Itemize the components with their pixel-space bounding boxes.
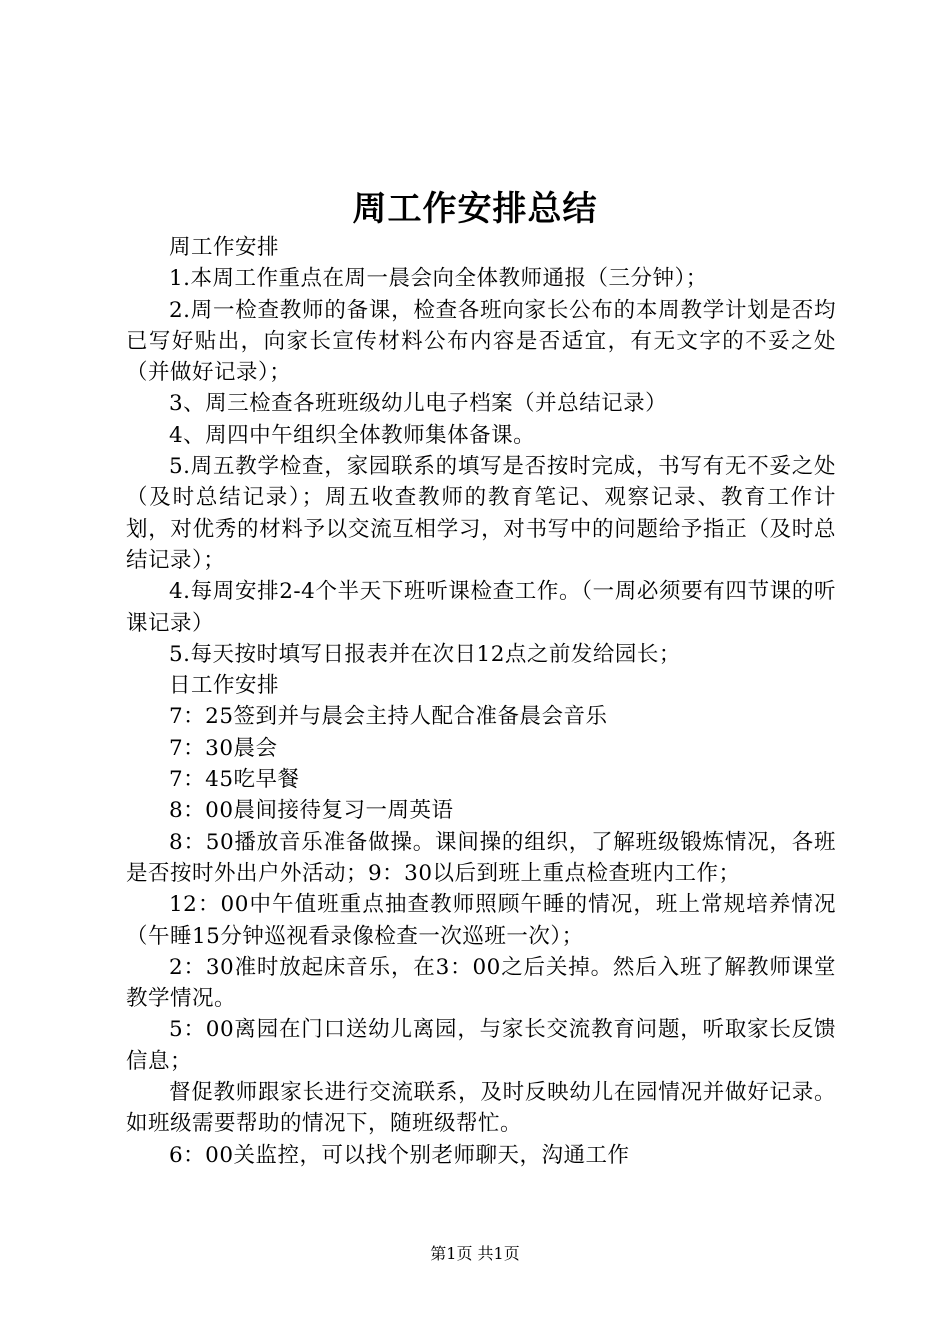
paragraph: 4、周四中午组织全体教师集体备课。 bbox=[169, 422, 536, 448]
paragraph: 12：00中午值班重点抽查教师照顾午睡的情况，班上常规培养情况（午睡15分钟巡视看录像检查一次巡班一次）； bbox=[126, 892, 836, 949]
paragraph: 8：50播放音乐准备做操。课间操的组织，了解班级锻炼情况，各班是否按时外出户外活动；9：30以后到班上重点检查班内工作； bbox=[126, 829, 836, 886]
paragraph: 5：00离园在门口送幼儿离园，与家长交流教育问题，听取家长反馈信息； bbox=[126, 1017, 836, 1074]
paragraph: 8：00晨间接待复习一周英语 bbox=[169, 798, 454, 824]
paragraph: 7：25签到并与晨会主持人配合准备晨会音乐 bbox=[169, 704, 608, 730]
paragraph: 3、周三检查各班班级幼儿电子档案（并总结记录） bbox=[169, 391, 668, 417]
paragraph: 7：45吃早餐 bbox=[169, 767, 300, 793]
page-footer: 第1页 共1页 bbox=[430, 1244, 520, 1263]
paragraph: 2.周一检查教师的备课，检查各班向家长公布的本周教学计划是否均已写好贴出，向家长宣传材料公布内容是否适宜，有无文字的不妥之处（并做好记录）； bbox=[126, 297, 836, 386]
paragraph: 周工作安排 bbox=[169, 235, 280, 260]
paragraph: 6：00关监控，可以找个别老师聊天，沟通工作 bbox=[169, 1142, 630, 1168]
paragraph: 1.本周工作重点在周一晨会向全体教师通报（三分钟）； bbox=[169, 266, 708, 292]
paragraph: 4.每周安排2-4个半天下班听课检查工作。（一周必须要有四节课的听课记录） bbox=[126, 579, 836, 636]
paragraph: 5.每天按时填写日报表并在次日12点之前发给园长； bbox=[169, 641, 681, 667]
paragraph: 5.周五教学检查，家园联系的填写是否按时完成，书写有无不妥之处（及时总结记录）；周五收查教师的教育笔记、观察记录、教育工作计划，对优秀的材料予以交流互相学习，对书写中的问题给予指正（及时总结记录）； bbox=[126, 454, 836, 573]
paragraph: 督促教师跟家长进行交流联系，及时反映幼儿在园情况并做好记录。如班级需要帮助的情况下，随班级帮忙。 bbox=[126, 1080, 836, 1137]
paragraph: 2：30准时放起床音乐，在3：00之后关掉。然后入班了解教师课堂教学情况。 bbox=[126, 954, 836, 1012]
paragraph: 日工作安排 bbox=[169, 673, 280, 699]
document-title: 周工作安排总结 bbox=[352, 189, 598, 229]
paragraph: 7：30晨会 bbox=[169, 735, 278, 761]
document-body bbox=[126, 232, 836, 1171]
